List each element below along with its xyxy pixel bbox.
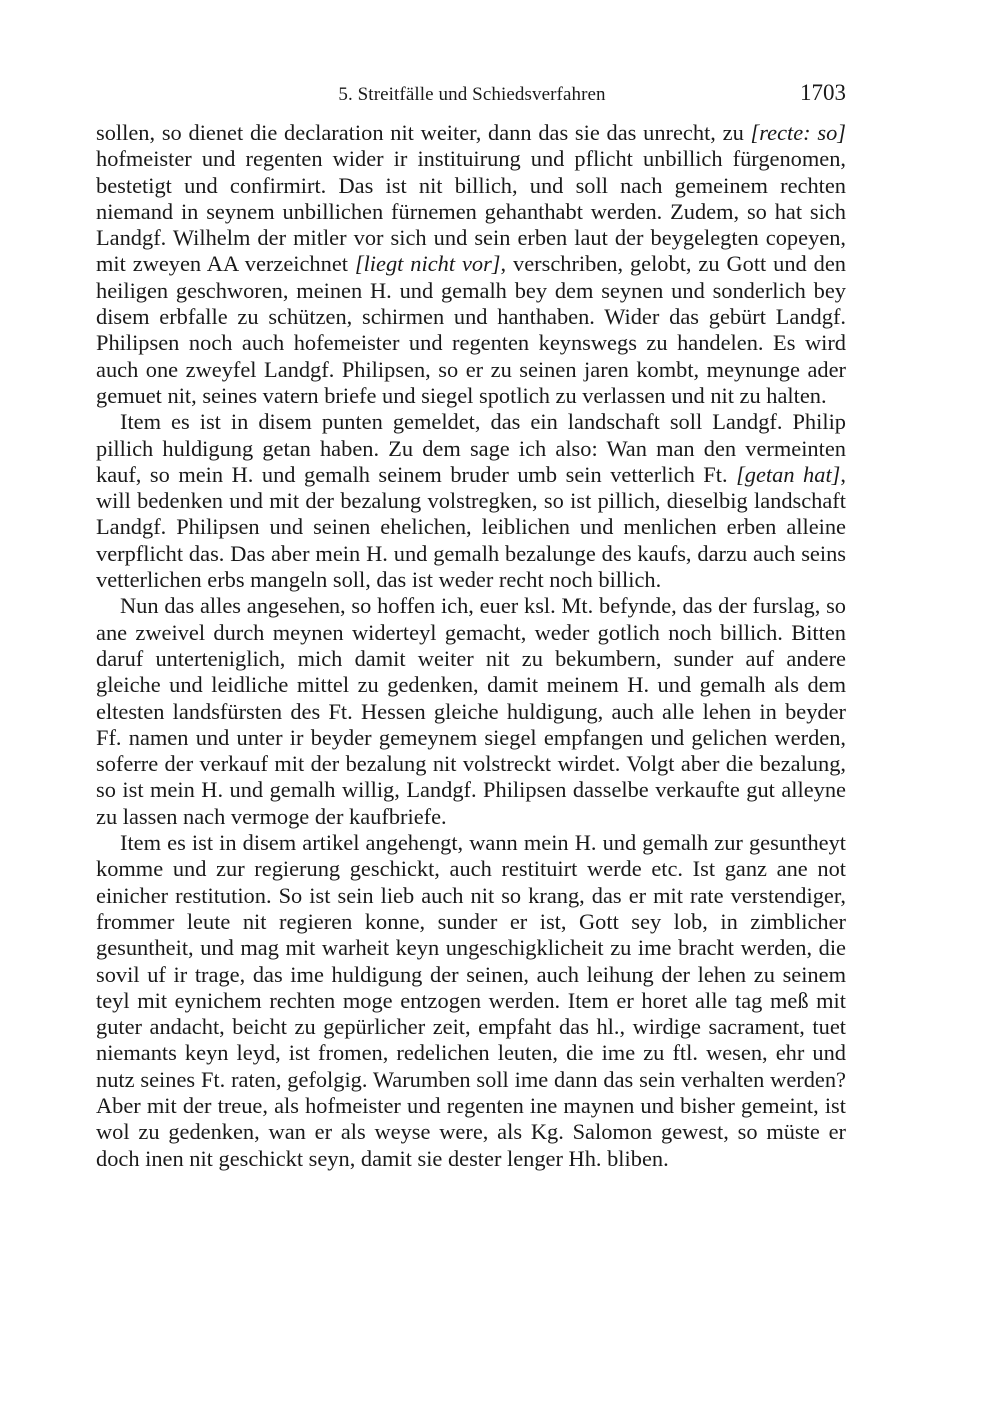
text-run: sollen, so dienet die declaration nit weiter, dann das sie das unrecht, zu [96,120,751,145]
body-text [96,120,846,1172]
text-run: , will bedenken und mit der bezalung volstregken, so ist pillich, dieselbig landschaft Landgf. Philipsen und seinen ehelichen, leiblichen und menlichen erben alleine verpflicht das. Das aber mein H. und gemalh bezalunge des kaufs, darzu auch seins vetterlichen erbs mangeln soll, das ist weder recht noch billich. [96,461,846,593]
paragraph-3 [96,593,846,830]
text-run: Nun das alles angesehen, so hoffen ich, euer ksl. Mt. befynde, das der furslag, so ane zweivel durch meynen widerteyl gemacht, weder gotlich noch billich. Bitten daruf unterteniglich, mich damit weiter nit zu bekumbern, sunder auf andere gleiche und leidliche mittel zu gedenken, damit meinem H. und gemalh als dem eltesten landsfürsten des Ft. Hessen gleiche huldigung, auch alle lehen in beyder Ff. namen und unter ir beyder gemeynem siegel empfangen und gelichen werden, soferre der verkauf mit der bezalung nit volstreckt wirdet. Volgt aber die bezalung, so ist mein H. und gemalh willig, Landgf. Philipsen dasselbe verkaufte gut alleyne zu lassen nach vermoge der kaufbriefe. [96,593,846,829]
page-number: 1703 [800,80,846,105]
editorial-note: [getan hat] [736,461,841,487]
editorial-note: [liegt nicht vor] [354,251,501,277]
text-run: , verschriben, gelobt, zu Gott und den heiligen geschworen, meinen H. und gemalh bey dem seynen und sonderlich bey disem erbfalle zu schützen, schirmen und hanthaben. Wider das gebürt Landgf. Philipsen noch auch hofemeister und regenten keynswegs zu handelen. Es wird auch one zweyfel Landgf. Philipsen, so er zu seinen jaren kombt, meynunge ader gemuet nit, seines vatern briefe und siegel spotlich zu verlassen und nit zu halten. [96,251,846,408]
text-run: hofmeister und regenten wider ir instituirung und pflicht unbillich fürgenomen, bestetigt und confirmirt. Das ist nit billich, und soll nach gemeinem rechten niemand in seynem unbillichen fürnemen gehanthabt werden. Zudem, so hat sich Landgf. Wilhelm der mitler vor sich und sein erben laut der beygelegten copeyen, mit zweyen AA verzeichnet [96,146,846,277]
paragraph-1 [96,120,846,409]
running-head [96,80,848,110]
text-run: Item es ist in disem artikel angehengt, wann mein H. und gemalh zur gesuntheyt komme und zur regierung geschickt, auch restituirt werde etc. Ist ganz ane not einicher restitution. So ist sein lieb auch nit so krang, das er mit rate verstendiger, frommer leute nit regieren konne, sunder er ist, Gott sey lob, in zimblicher gesuntheit, und mag mit warheit keyn ungeschigklicheit zu ime bracht werden, die sovil uf ir trage, das ime huldigung der seinen, auch leihung der lehen zu seinem teyl mit eynichem rechten moge entzogen werden. Item er horet alle tag meß mit guter andacht, beicht zu gepürlicher zeit, empfaht das hl., wirdige sacrament, tuet niemants keyn leyd, ist fromen, redelichen leuten, die ime zu ftl. wesen, ehr und nutz seines Ft. raten, gefolgig. Warumben soll ime dann das sein verhalten werden? Aber mit der treue, als hofmeister und regenten ine maynen und bisher gemeint, ist wol zu gedenken, wan er als weyse were, als Kg. Salomon gewest, so müste er doch inen nit geschickt seyn, damit sie dester lenger Hh. bliben. [96,830,846,1171]
text-run: Item es ist in disem punten gemeldet, das ein landschaft soll Landgf. Philip pillich huldigung getan haben. Zu dem sage ich also: Wan man den vermeinten kauf, so mein H. und gemalh seinem bruder umb sein vetterlich Ft. [96,409,846,487]
paragraph-4 [96,830,846,1172]
editorial-note: [recte: so] [750,120,846,145]
section-title: 5. Streitfälle und Schiedsverfahren [338,84,606,105]
paragraph-2 [96,409,846,593]
